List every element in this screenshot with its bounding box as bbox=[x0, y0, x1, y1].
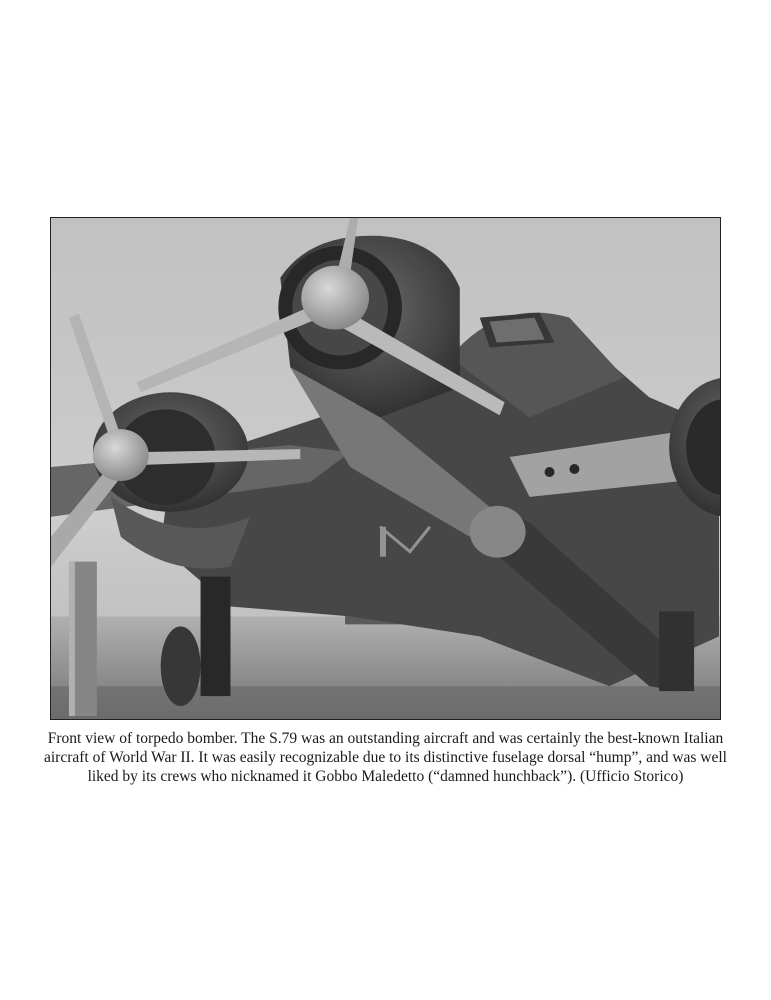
aircraft-photo bbox=[50, 217, 721, 720]
photo-caption: Front view of torpedo bomber. The S.79 was an outstanding aircraft and was certainly the best-known Italian aircraft of World War II. It was easily recognizable due to its distinctive fuselage dorsal “hump”, and was well liked by its crews who nicknamed it Gobbo Maledetto (“damned hunchback”). (Ufficio Storico) bbox=[43, 730, 727, 785]
aircraft-photo-image bbox=[51, 218, 720, 719]
